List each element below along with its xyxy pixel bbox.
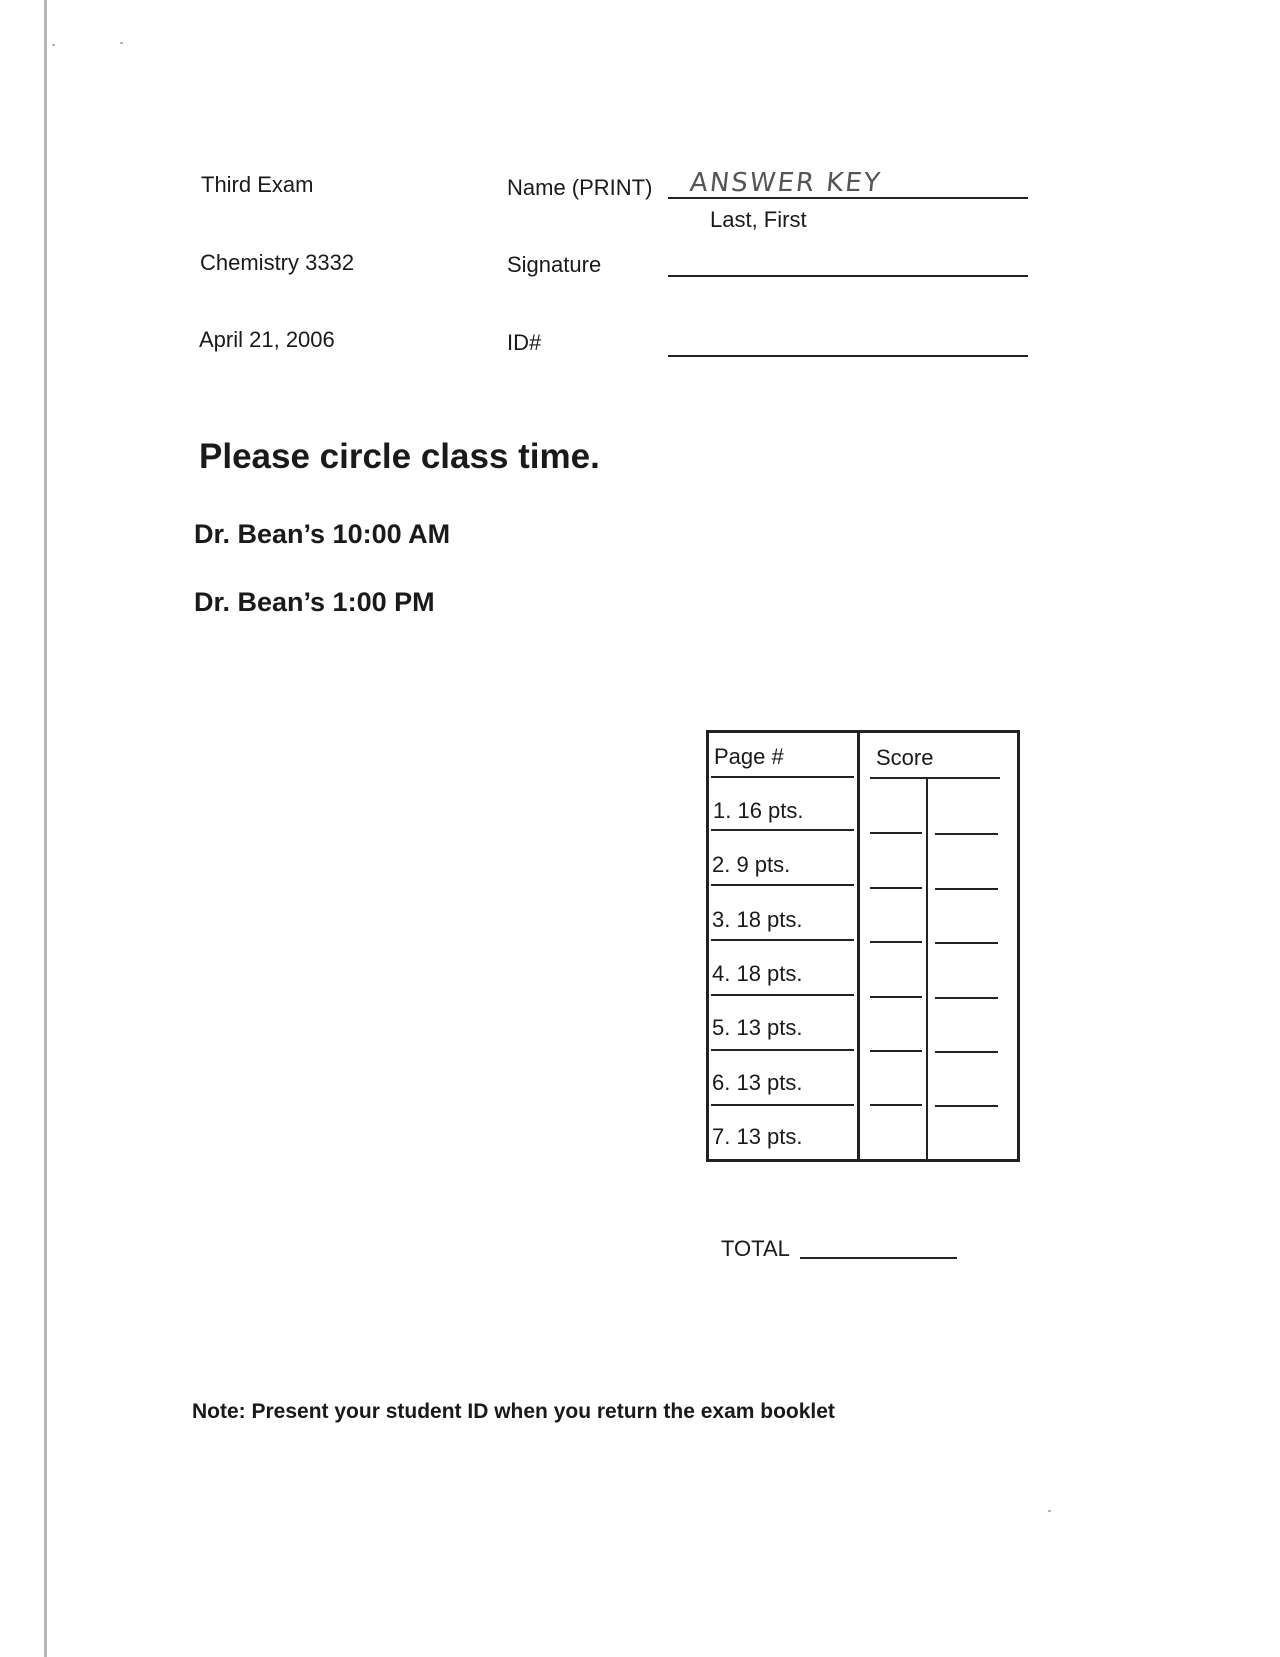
exam-label: Third Exam	[201, 172, 314, 197]
footer-note: Note: Present your student ID when you return the exam booklet	[192, 1400, 835, 1423]
score-row-rule	[711, 1104, 854, 1106]
score-row-label: 7. 13 pts.	[712, 1124, 803, 1149]
score-table-header-rule	[870, 777, 1000, 779]
class-time-option-1: Dr. Bean’s 10:00 AM	[194, 519, 451, 549]
exam-date: April 21, 2006	[199, 327, 335, 352]
scan-edge	[44, 0, 47, 1657]
class-time-option-2: Dr. Bean’s 1:00 PM	[194, 587, 435, 617]
total-line[interactable]	[800, 1257, 957, 1259]
score-row-rule	[711, 1049, 854, 1051]
score-blank[interactable]	[870, 1050, 922, 1052]
score-blank[interactable]	[935, 833, 998, 835]
class-time-instruction: Please circle class time.	[199, 437, 600, 476]
score-row-rule	[711, 884, 854, 886]
name-sublabel: Last, First	[710, 207, 807, 232]
score-blank[interactable]	[870, 887, 922, 889]
scan-speck	[52, 44, 55, 46]
name-handwritten-value: ANSWER KEY	[688, 168, 884, 198]
score-table-subdivider	[926, 779, 928, 1162]
score-row-label: 2. 9 pts.	[712, 852, 791, 877]
score-row-label: 4. 18 pts.	[712, 961, 803, 986]
score-row-rule	[711, 994, 854, 996]
score-row-label: 6. 13 pts.	[712, 1070, 803, 1095]
total-label: TOTAL	[721, 1236, 790, 1261]
score-table	[706, 730, 1020, 1162]
score-table-header-score: Score	[876, 745, 934, 770]
score-blank[interactable]	[935, 1051, 998, 1053]
score-blank[interactable]	[935, 997, 998, 999]
score-blank[interactable]	[870, 996, 922, 998]
score-blank[interactable]	[935, 1105, 998, 1107]
id-line	[668, 355, 1028, 357]
scan-speck	[1048, 1510, 1051, 1512]
score-blank[interactable]	[870, 941, 922, 943]
score-blank[interactable]	[870, 832, 922, 834]
signature-label: Signature	[507, 252, 602, 277]
id-label: ID#	[507, 330, 542, 355]
score-table-header-rule	[711, 776, 854, 778]
score-blank[interactable]	[935, 888, 998, 890]
signature-line	[668, 275, 1028, 277]
score-row-rule	[711, 939, 854, 941]
score-blank[interactable]	[935, 942, 998, 944]
scan-speck	[120, 42, 123, 44]
score-row-rule	[711, 829, 854, 831]
score-table-divider	[857, 730, 860, 1162]
name-label: Name (PRINT)	[507, 175, 653, 200]
course-label: Chemistry 3332	[200, 250, 355, 275]
name-line	[668, 197, 1028, 199]
score-table-header-page: Page #	[714, 744, 784, 769]
score-row-label: 1. 16 pts.	[713, 798, 804, 823]
score-blank[interactable]	[870, 1104, 922, 1106]
score-row-label: 5. 13 pts.	[712, 1015, 803, 1040]
score-row-label: 3. 18 pts.	[712, 907, 803, 932]
